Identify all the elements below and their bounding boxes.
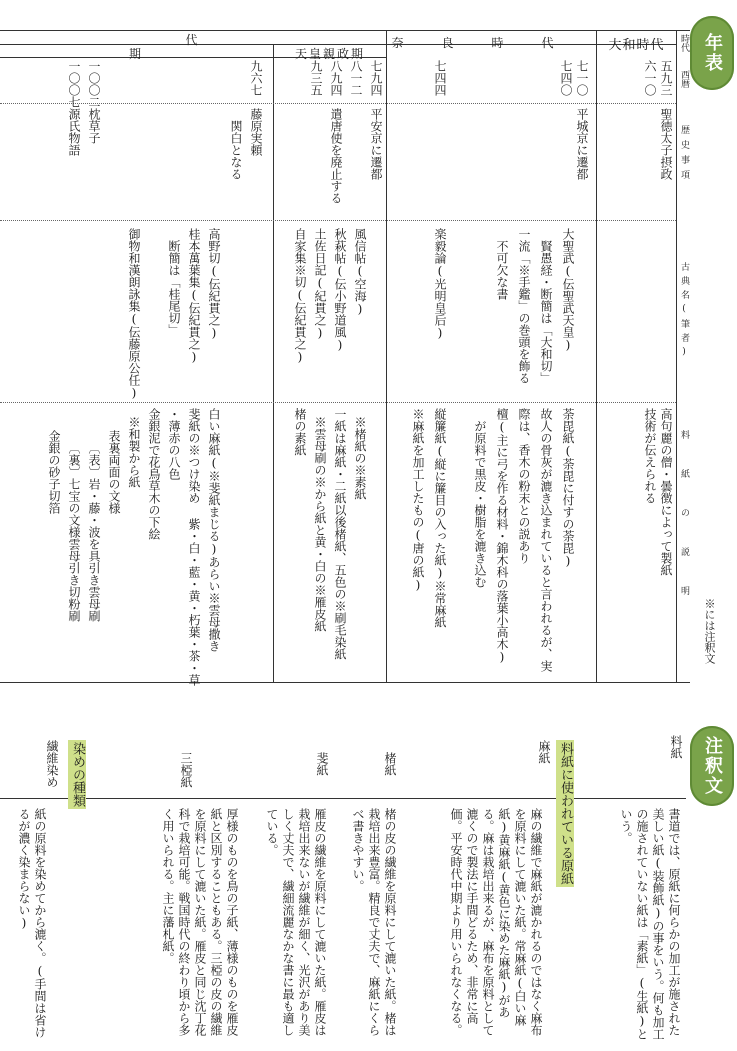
classic-4-2: 断簡は「桂尾切」 — [167, 240, 181, 336]
paper-1-0: 荼毘紙(荼毘に付すの荼毘) — [561, 408, 575, 568]
paper-4-6: 〔表〕岩・藤・波を具引き雲母刷 — [87, 442, 101, 622]
event-4-1: 関白となる — [229, 120, 243, 180]
era-nara: 奈良時代 — [391, 36, 592, 50]
classic-1-3: 不可欠な書 — [495, 240, 509, 300]
paper-4-1: 斐紙の※つけ染め 紫・白・藍・黄・朽葉・茶・草 — [187, 408, 201, 686]
paper-4-8: 金銀の砂子切箔 — [47, 430, 61, 514]
note-text-senisome: 紙の原料を染めてから漉く。(手間は省けるが濃く染まらない) — [17, 808, 47, 1038]
era-heian: 代 — [185, 33, 201, 47]
classic-3-2: 土佐日記(紀貫之) — [313, 228, 327, 340]
classic-3-1: 秋萩帖(伝小野道風) — [333, 228, 347, 352]
paper-3-0: ※楮紙の※素紙 — [353, 416, 367, 500]
years-1-1: 七四〇 — [559, 60, 573, 96]
classic-3-0: 風信帖(空海) — [353, 228, 367, 316]
era-yamato: 大和時代 — [608, 38, 665, 53]
notes-divider — [0, 798, 686, 799]
classic-2-0: 楽毅論(光明皇后) — [433, 228, 447, 340]
note-term-ryoushi: 料紙 — [669, 735, 683, 759]
years-5-0: 一〇〇二 — [87, 60, 101, 108]
note-term-mashi: 麻紙 — [537, 740, 551, 764]
note-term-hishi: 斐紙 — [315, 752, 329, 776]
years-1-0: 七一〇 — [575, 60, 589, 96]
years-3-1: 八一二 — [349, 60, 363, 96]
note-text-hishi: 雁皮の繊維を原料にして漉いた紙。雁皮は栽培出来ないが繊維が細く、光沢があり美しく丈夫で、繊細流麗なかな書に最も適している。 — [265, 808, 327, 1036]
years-3-0: 七九四 — [369, 60, 383, 96]
classic-3-3: 自家集※切(伝紀貫之) — [293, 228, 307, 364]
header-jidai: 時代 — [679, 34, 689, 52]
paper-1-2: 際は、香木の粉末との説あり — [517, 408, 531, 564]
note-text-choshi: 楮の皮の繊維を原料にして漉いた紙。楮は栽培出来豊富。精良で丈夫で、麻紙にくらべ書きやすい。 — [351, 808, 397, 1036]
paper-4-0: 白い麻紙(※斐紙まじる)あらい※雲母撒き — [207, 408, 221, 652]
classic-1-1: 賢愚経・断簡は「大和切」 — [539, 240, 553, 384]
header-ryoushi: 料紙の説明 — [679, 430, 689, 625]
note-text-ryoushi: 書道では、原紙に何らかの加工が施された美しい紙(装飾紙)の事をいう。何も加工の施されていない紙は「素紙」(生紙)という。 — [619, 808, 681, 1040]
header-column-border — [676, 30, 677, 682]
paper-2-1: ※麻紙を加工したもの(唐の紙) — [411, 408, 425, 592]
years-3-3: 九三五 — [309, 60, 323, 96]
paper-3-2: ※雲母刷の※から紙と黄・白の※雁皮紙 — [313, 416, 327, 632]
paper-1-3: 檀(主に弓を作る材料・錦木科の落葉小高木) — [495, 408, 509, 664]
paper-2-0: 縦簾紙(縦に簾目の入った紙)※常麻紙 — [433, 408, 447, 628]
years-5-1: 一〇〇七 — [67, 60, 81, 108]
years-3-2: 八九四 — [329, 60, 343, 96]
event-3-1: 遣唐使を廃止する — [329, 108, 343, 204]
years-4-0: 九六七 — [249, 60, 263, 96]
classic-1-0: 大聖武(伝聖武天皇) — [561, 228, 575, 352]
note-text-mitsumata: 厚様のものを鳥の子紙、薄様のものを雁皮紙と区別することもある。三椏の皮の繊維を原料にして漉いた紙。雁皮と同じ沈丁花科で栽培可能。戦国時代の終わり頃から多く用いられる。主に藩札紙。 — [161, 808, 239, 1036]
chushaku-badge: 注釈文 — [690, 726, 734, 806]
event-5-0: 枕草子 — [87, 108, 101, 144]
classic-4-3: 御物和漢朗詠集(伝藤原公任) — [127, 228, 141, 400]
note-text: ※には注釈文 — [703, 598, 716, 664]
paper-3-1: 一紙は麻紙・二紙以後楮紙、五色の※刷毛染紙 — [333, 408, 347, 660]
paper-4-2: ・薄赤の八色 — [167, 408, 181, 480]
paper-4-4: ※和製から紙 — [127, 416, 141, 488]
years-2-0: 七四四 — [433, 60, 447, 96]
table-bottom-border — [0, 682, 690, 683]
note-term-mitsumata: 三椏紙 — [179, 752, 193, 788]
header-seireki: 西暦 — [679, 70, 689, 88]
paper-1-4: が原料で黒皮・樹脂を漉き込む — [473, 420, 487, 588]
years-0-1: 六一〇 — [643, 60, 657, 96]
note-term-choshi: 楮紙 — [383, 752, 397, 776]
header-rekishi: 歴史事項 — [679, 125, 689, 185]
classic-1-2: 一流「※手鑑」の巻頭を飾る — [517, 228, 531, 384]
paper-0-0: 高句麗の僧・曇徴によって製紙 — [659, 408, 673, 576]
era-kanpaku: 天皇親政期 — [294, 47, 365, 61]
paper-1-1: 故人の骨灰が漉き込まれていると言われるが、実 — [539, 408, 553, 672]
paper-4-3: 金銀泥で花鳥草木の下絵 — [147, 408, 161, 540]
note-heading-genshi: 料紙に使われている原紙 — [558, 742, 573, 885]
paper-4-5: 表裏両面の文様 — [107, 430, 121, 514]
classic-4-1: 桂本萬葉集(伝紀貫之) — [187, 228, 201, 364]
nenpyo-badge: 年表 — [690, 16, 734, 90]
event-5-1: 源氏物語 — [67, 108, 81, 156]
event-3-0: 平安京に遷都 — [369, 108, 383, 180]
paper-4-7: 〔裏〕七宝の文様雲母引き切粉刷 — [67, 442, 81, 622]
event-4-0: 藤原実頼 — [249, 108, 263, 156]
note-text-mashi: 麻の繊維で麻紙が漉かれるのではなく麻布を原料にして漉いた紙。常麻紙(白い麻紙)黄麻紙(黄色に染めた麻紙)がある。麻は栽培出来るが、麻布を原料として漉くので製法に手間どるため、非常に高価。平安時代中期より用いられなくなる。 — [449, 808, 543, 1036]
classic-4-0: 高野切(伝紀貫之) — [207, 228, 221, 340]
event-1-0: 平城京に遷都 — [575, 108, 589, 180]
paper-0-1: 技術が伝えられる — [643, 408, 657, 504]
event-0-0: 聖徳太子摂政 — [659, 108, 673, 180]
paper-3-3: 楮の素紙 — [293, 408, 307, 456]
header-koten: 古典名(筆者) — [679, 262, 689, 362]
era-sekkan: 期 — [128, 47, 144, 61]
note-heading-some: 染めの種類 — [70, 742, 85, 807]
years-0-0: 五九三 — [659, 60, 673, 96]
note-term-senisome: 繊維染め — [45, 740, 59, 788]
